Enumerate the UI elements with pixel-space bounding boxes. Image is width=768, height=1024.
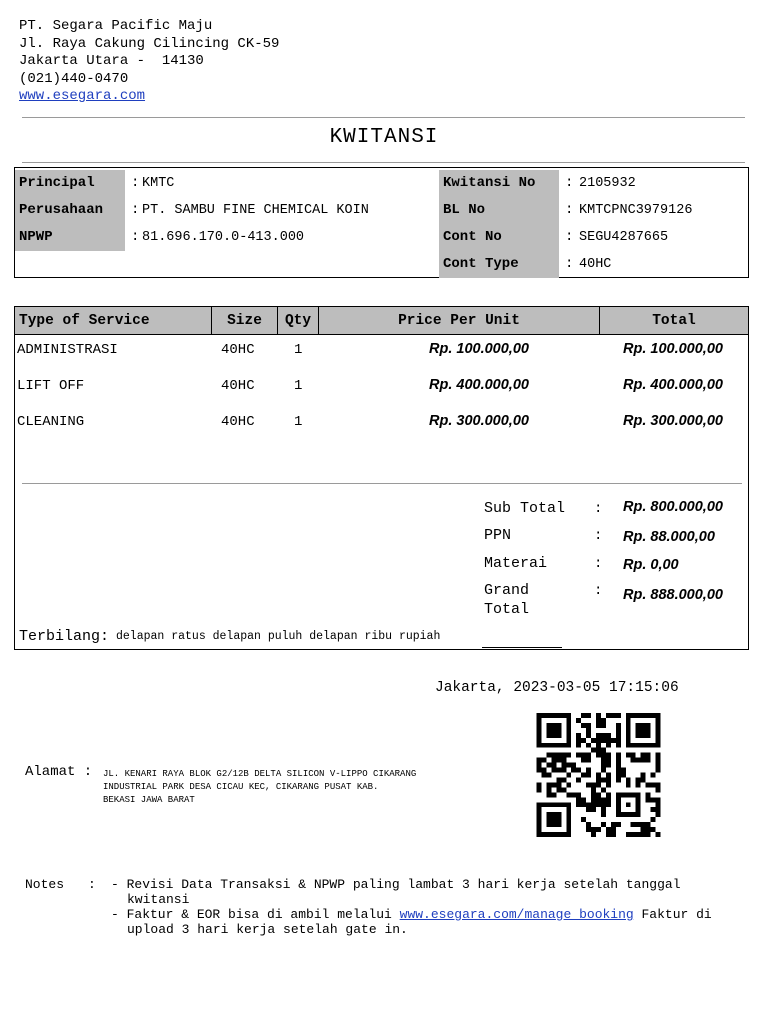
principal-label: Principal [15, 170, 125, 197]
company-website-link[interactable]: www.esegara.com [19, 88, 146, 104]
alamat-line2: INDUSTRIAL PARK DESA CICAU KEC, CIKARANG PUSAT KAB. [103, 782, 379, 792]
manage-booking-link[interactable]: www.esegara.com/manage_booking [399, 907, 634, 922]
row1-service: ADMINISTRASI [17, 342, 118, 358]
row3-qty: 1 [294, 414, 303, 430]
cont-no-label: Cont No [439, 224, 559, 251]
notes-item2-suffix: Faktur di [633, 907, 712, 922]
row3-size: 40HC [221, 414, 255, 430]
bl-no-value: KMTCPNC3979126 [579, 203, 693, 218]
company-address-line1: Jl. Raya Cakung Cilincing CK-59 [19, 35, 280, 52]
qr-code-icon [533, 713, 664, 837]
cont-no-value: SEGU4287665 [579, 230, 669, 245]
kwitansi-no-label: Kwitansi No [439, 170, 559, 197]
row2-service: LIFT OFF [17, 378, 85, 394]
document-title: KWITANSI [329, 126, 439, 149]
subtotal-label: Sub Total [484, 500, 566, 517]
ppn-value: Rp. 88.000,00 [623, 529, 715, 545]
header-total: Total [600, 307, 748, 335]
row3-total: Rp. 300.000,00 [623, 413, 723, 429]
alamat-value [103, 768, 416, 807]
row1-price: Rp. 100.000,00 [429, 341, 529, 357]
bl-no-label: BL No [439, 197, 559, 224]
notes-item2-line2: upload 3 hari kerja setelah gate in. [127, 922, 408, 937]
perusahaan-colon: : [131, 202, 140, 218]
principal-value: KMTC [142, 176, 175, 191]
company-name: PT. Segara Pacific Maju [19, 18, 213, 34]
terbilang-label: Terbilang: [19, 628, 110, 645]
header-qty: Qty [278, 307, 319, 335]
subtotal-colon: : [594, 501, 603, 517]
row1-qty: 1 [294, 342, 303, 358]
perusahaan-label: Perusahaan [15, 197, 125, 224]
subtotal-value: Rp. 800.000,00 [623, 499, 723, 515]
divider-title [22, 162, 745, 163]
cont-type-value: 40HC [579, 257, 612, 272]
materai-colon: : [594, 556, 603, 572]
company-header [19, 18, 279, 106]
ppn-colon: : [594, 528, 603, 544]
row3-service: CLEANING [17, 414, 85, 430]
grand-total-label-line2: Total [484, 601, 530, 618]
row2-total: Rp. 400.000,00 [623, 377, 723, 393]
bl-no-colon: : [565, 202, 574, 218]
principal-colon: : [131, 175, 140, 191]
terbilang-underline [482, 647, 562, 648]
npwp-value: 81.696.170.0-413.000 [142, 230, 305, 245]
grand-total-label-line1: Grand [484, 582, 530, 599]
kwitansi-no-colon: : [565, 175, 574, 191]
notes-colon: : [88, 877, 96, 892]
row2-price: Rp. 400.000,00 [429, 377, 529, 393]
npwp-colon: : [131, 229, 140, 245]
cont-no-colon: : [565, 229, 574, 245]
header-size: Size [212, 307, 278, 335]
header-price-per-unit: Price Per Unit [319, 307, 600, 335]
materai-value: Rp. 0,00 [623, 557, 679, 573]
alamat-label: Alamat : [25, 764, 93, 780]
company-address-line2: Jakarta Utara - 14130 [19, 53, 204, 69]
alamat-line1: JL. KENARI RAYA BLOK G2/12B DELTA SILICON V-LIPPO CIKARANG [103, 769, 417, 779]
grand-total-colon: : [594, 583, 603, 599]
grand-total-value: Rp. 888.000,00 [623, 587, 723, 603]
issue-date: Jakarta, 2023-03-05 17:15:06 [435, 680, 679, 696]
perusahaan-value: PT. SAMBU FINE CHEMICAL KOIN [142, 203, 369, 218]
row3-price: Rp. 300.000,00 [429, 413, 529, 429]
services-table [14, 306, 749, 650]
notes-item1-line2: kwitansi [127, 892, 190, 907]
notes-section [25, 877, 712, 937]
kwitansi-no-value: 2105932 [579, 176, 636, 191]
info-box [14, 167, 749, 278]
grand-total-label [484, 581, 529, 619]
notes-label: Notes [25, 877, 65, 892]
notes-item1-line1: - Revisi Data Transaksi & NPWP paling lambat 3 hari kerja setelah tanggal [111, 877, 681, 892]
notes-item2-prefix: - Faktur & EOR bisa di ambil melalui [111, 907, 400, 922]
cont-type-colon: : [565, 256, 574, 272]
row1-total: Rp. 100.000,00 [623, 341, 723, 357]
company-phone: (021)440-0470 [19, 70, 129, 87]
terbilang-value: delapan ratus delapan puluh delapan ribu rupiah [116, 630, 441, 643]
materai-label: Materai [484, 555, 548, 572]
cont-type-label: Cont Type [439, 251, 559, 278]
header-type-of-service: Type of Service [15, 307, 212, 335]
row2-qty: 1 [294, 378, 303, 394]
table-divider [22, 483, 742, 484]
row1-size: 40HC [221, 342, 255, 358]
divider-top [22, 117, 745, 118]
npwp-label: NPWP [15, 224, 125, 251]
ppn-label: PPN [484, 527, 512, 544]
alamat-line3: BEKASI JAWA BARAT [103, 795, 195, 805]
row2-size: 40HC [221, 378, 255, 394]
